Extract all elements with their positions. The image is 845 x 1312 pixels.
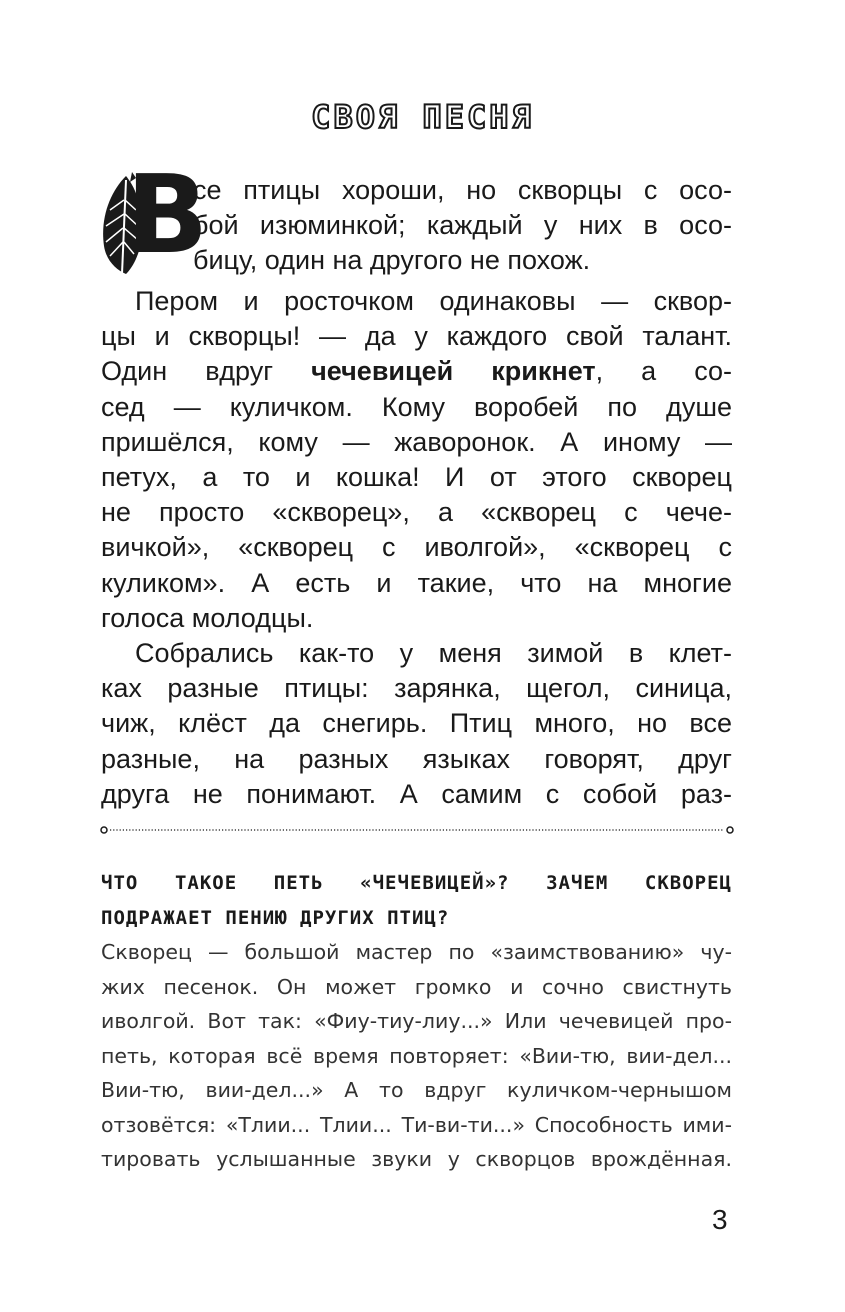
paragraph-2: [101, 284, 732, 636]
text-line: Собрались как-то у меня зимой в клет-: [135, 638, 732, 668]
sidebar-question: [101, 868, 732, 938]
answer-line: тировать услышанные звуки у скворцов врождённая.: [101, 1147, 732, 1171]
question-line: ПОДРАЖАЕТ ПЕНИЮ ДРУГИХ ПТИЦ?: [101, 907, 450, 930]
text-line: чиж, клёст да снегирь. Птиц много, но все: [101, 708, 732, 739]
text-line: ках разные птицы: зарянка, щегол, синица,: [101, 673, 732, 704]
text-line: бицу, один на другого не похож.: [193, 245, 591, 276]
answer-line: жих песенок. Он может громко и сочно свистнуть: [101, 974, 732, 999]
text-line: куликом». А есть и такие, что на многие: [101, 567, 732, 598]
answer-line: иволгой. Вот так: «Фиу-тиу-лиу...» Или чечевицей про-: [101, 1009, 732, 1033]
paragraph-1: [193, 173, 732, 279]
text-line: Пером и росточком одинаковы — сквор-: [135, 286, 732, 316]
dotted-divider: [100, 826, 734, 834]
text-line: пришёлся, кому — жаворонок. А иному —: [101, 426, 732, 457]
text-fragment: Один вдруг: [101, 356, 312, 387]
text-line: сед — куличком. Кому воробей по душе: [101, 391, 732, 422]
text-line: разные, на разных языках говорят, друг: [101, 743, 732, 774]
question-line: ЧТО ТАКОЕ ПЕТЬ «ЧЕЧЕВИЦЕЙ»? ЗАЧЕМ СКВОРЕЦ: [101, 872, 732, 894]
drop-cap: [96, 153, 209, 280]
answer-line: Вии-тю, вии-дел...» А то вдруг куличком-чернышом: [101, 1078, 732, 1102]
paragraph-3: [101, 636, 732, 812]
answer-line: петь, которая всё время повторяет: «Вии-тю, вии-дел...: [101, 1043, 732, 1068]
text-line: друга не понимают. А самим с собой раз-: [101, 778, 732, 809]
text-line: се птицы хороши, но скворцы с осо-: [193, 175, 732, 205]
text-line: цы и скворцы! — да у каждого свой талант.: [101, 321, 732, 352]
answer-line: отзовётся: «Тлии... Тлии... Ти-ви-ти...» Способность ими-: [101, 1112, 732, 1137]
text-line: петух, а то и кошка! И от этого скворец: [101, 461, 732, 492]
text-line: бой изюминкой; каждый у них в осо-: [193, 210, 732, 241]
drop-cap-letter: В: [126, 153, 209, 278]
answer-line: Скворец — большой мастер по «заимствованию» чу-: [101, 940, 732, 964]
text-line: голоса молодцы.: [101, 602, 314, 633]
bold-term: чечевицей крикнет: [311, 356, 596, 387]
text-fragment: , а со-: [595, 356, 733, 387]
text-line-bold: [101, 354, 732, 389]
sidebar-answer: [101, 935, 732, 1177]
chapter-title: СВОЯ ПЕСНЯ: [311, 98, 534, 136]
text-line: не просто «скворец», а «скворец с чече-: [101, 497, 732, 528]
text-line: вичкой», «скворец с иволгой», «скворец с: [101, 532, 732, 563]
page-number: 3: [712, 1204, 728, 1235]
